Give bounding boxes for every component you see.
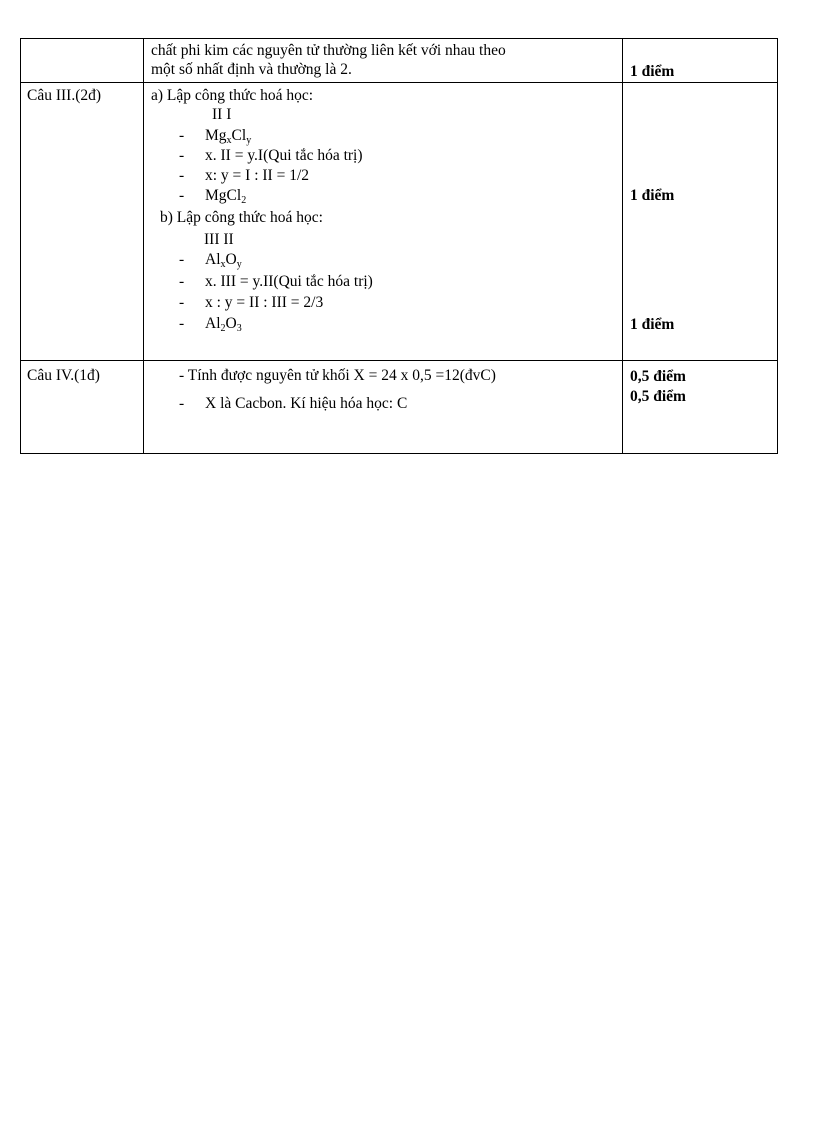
question-cell — [21, 361, 144, 454]
grading-table — [20, 38, 778, 454]
part-a-title: a) Lập công thức hoá học: — [151, 87, 314, 104]
score-cell — [623, 361, 778, 454]
part-a-rule: - x. II = y.I(Qui tắc hóa trị) — [179, 147, 363, 164]
question-cell — [21, 39, 144, 83]
score-text: 1 điểm — [630, 63, 675, 80]
score-text: 1 điểm — [630, 316, 675, 333]
part-a-valence: II I — [212, 106, 232, 123]
table-row — [21, 83, 778, 361]
answer-cell — [144, 83, 623, 361]
answer-text: - X là Cacbon. Kí hiệu hóa học: C — [179, 395, 408, 412]
score-cell — [623, 83, 778, 361]
score-text: 0,5 điểm — [630, 388, 686, 405]
table-row — [21, 39, 778, 83]
part-b-valence: III II — [204, 231, 234, 248]
part-b-ratio: - x : y = II : III = 2/3 — [179, 294, 324, 311]
answer-cell — [144, 39, 623, 83]
table-row — [21, 361, 778, 454]
score-cell — [623, 39, 778, 83]
answer-text: một số nhất định và thường là 2. — [151, 61, 352, 78]
score-text: 1 điểm — [630, 187, 675, 204]
part-b-formula: - $Al_xO_y$ — [179, 251, 242, 270]
answer-text: chất phi kim các nguyên tử thường liên kết với nhau theo — [151, 42, 506, 59]
part-b-title: b) Lập công thức hoá học: — [160, 209, 323, 226]
answer-cell — [144, 361, 623, 454]
answer-text: - Tính được nguyên tử khối X = 24 x 0,5 =12(đvC) — [179, 367, 496, 384]
score-text: 0,5 điểm — [630, 368, 686, 385]
question-label: Câu IV.(1đ) — [27, 367, 100, 384]
part-b-result: - $Al_2O_3$ — [179, 315, 242, 334]
part-a-formula: - $Mg_xCl_y$ — [179, 127, 252, 146]
question-label: Câu III.(2đ) — [27, 87, 102, 104]
part-b-rule: - x. III = y.II(Qui tắc hóa trị) — [179, 273, 373, 290]
part-a-ratio: - x: y = I : II = 1/2 — [179, 167, 310, 184]
question-cell — [21, 83, 144, 361]
part-a-result: - MgCl$_2$ — [179, 187, 247, 206]
